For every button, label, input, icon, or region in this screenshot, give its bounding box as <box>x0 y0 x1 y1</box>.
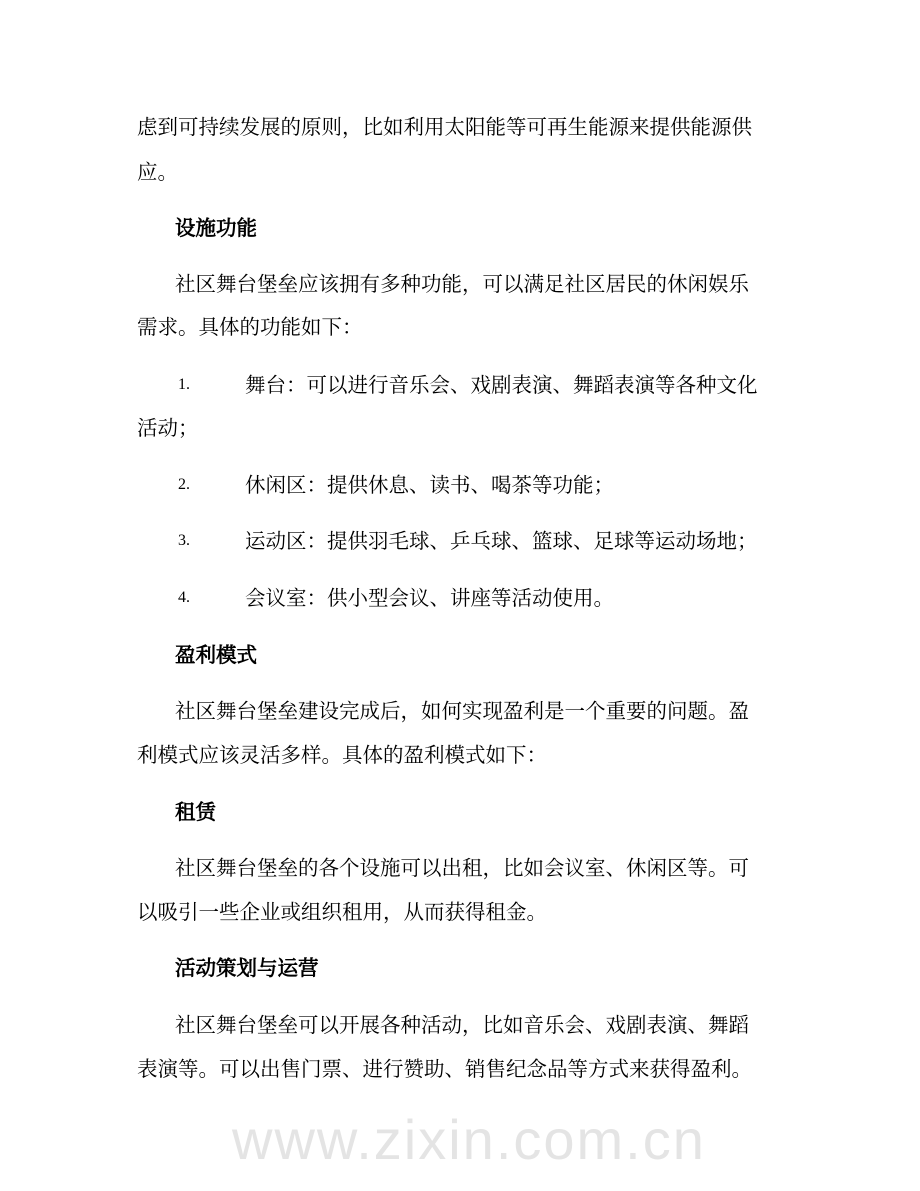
section-heading: 设施功能 <box>175 216 257 240</box>
list-item-continuation: 活动； <box>137 416 199 440</box>
paragraph-line: 社区舞台堡垒可以开展各种活动，比如音乐会、戏剧表演、舞蹈 <box>175 1013 749 1037</box>
paragraph-line: 虑到可持续发展的原则，比如利用太阳能等可再生能源来提供能源供 <box>137 115 752 139</box>
watermark: www.zixin.com.cn <box>232 1108 706 1171</box>
section-heading: 活动策划与运营 <box>175 956 319 980</box>
paragraph-line: 社区舞台堡垒建设完成后，如何实现盈利是一个重要的问题。盈 <box>175 699 749 723</box>
list-item: 会议室：供小型会议、讲座等活动使用。 <box>245 586 614 610</box>
list-number: 1. <box>178 376 190 393</box>
paragraph-line: 应。 <box>137 160 178 184</box>
list-item: 舞台：可以进行音乐会、戏剧表演、舞蹈表演等各种文化 <box>245 373 758 397</box>
list-number: 4. <box>178 589 190 606</box>
list-item: 休闲区：提供休息、读书、喝茶等功能； <box>245 473 614 497</box>
paragraph-line: 表演等。可以出售门票、进行赞助、销售纪念品等方式来获得盈利。 <box>137 1057 752 1081</box>
section-heading: 盈利模式 <box>175 643 257 667</box>
paragraph-line: 社区舞台堡垒的各个设施可以出租，比如会议室、休闲区等。可 <box>175 856 749 880</box>
paragraph-line: 社区舞台堡垒应该拥有多种功能，可以满足社区居民的休闲娱乐 <box>175 272 749 296</box>
paragraph-line: 利模式应该灵活多样。具体的盈利模式如下： <box>137 743 547 767</box>
list-number: 2. <box>178 476 190 493</box>
list-item: 运动区：提供羽毛球、乒乓球、篮球、足球等运动场地； <box>245 529 758 553</box>
paragraph-line: 需求。具体的功能如下： <box>137 315 363 339</box>
paragraph-line: 以吸引一些企业或组织租用，从而获得租金。 <box>137 900 547 924</box>
section-heading: 租赁 <box>175 800 216 824</box>
list-number: 3. <box>178 532 190 549</box>
